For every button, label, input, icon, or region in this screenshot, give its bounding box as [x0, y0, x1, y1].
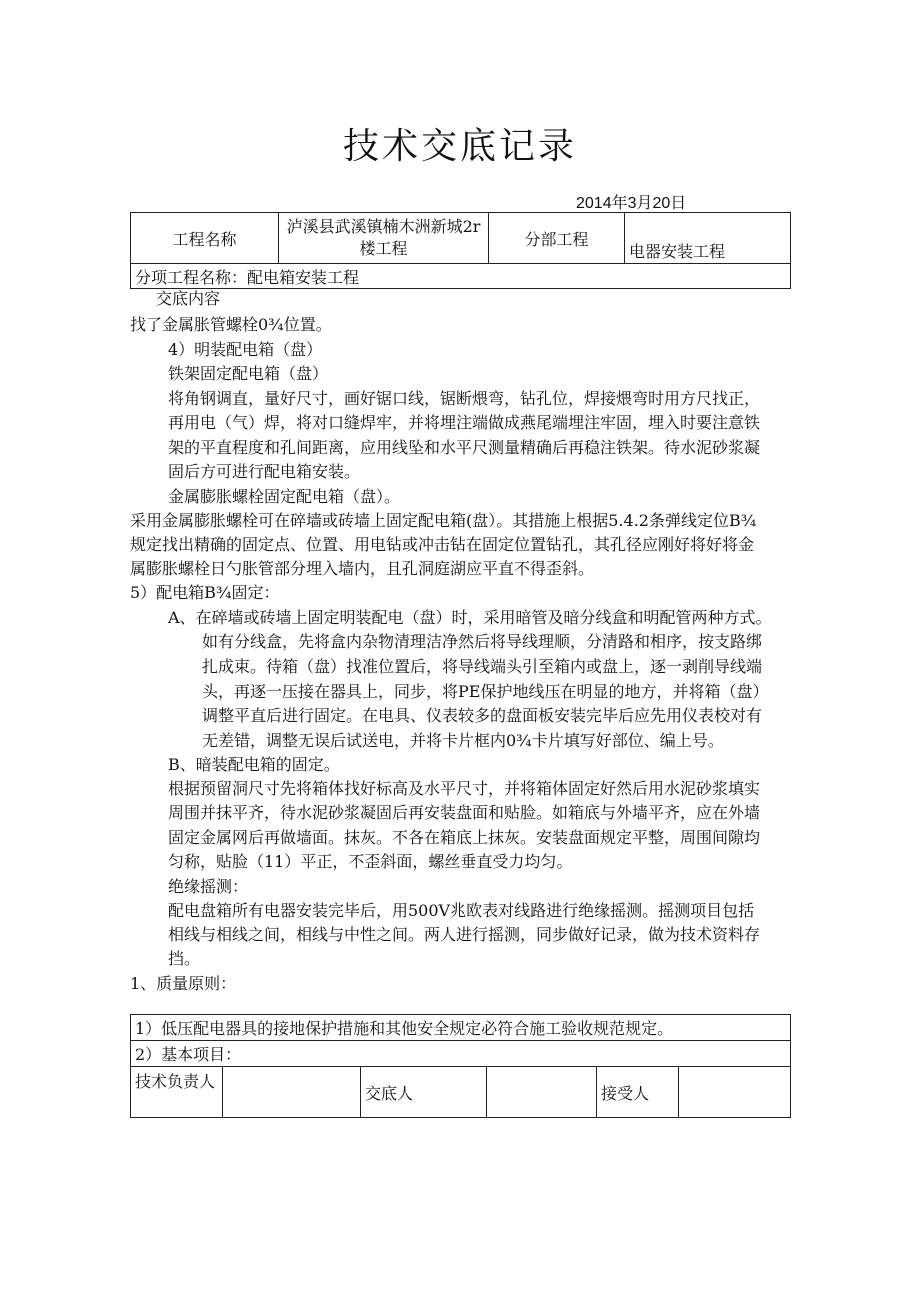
briefer-value[interactable] — [487, 1067, 597, 1118]
content-line: 找了金属胀管螺栓0¾位置。 — [130, 315, 332, 334]
subitem-name: 分项工程名称：配电箱安装工程 — [131, 264, 791, 289]
project-name-line2: 楼工程 — [359, 239, 408, 258]
tech-lead-value[interactable] — [223, 1067, 361, 1118]
header-table — [130, 212, 791, 289]
content-line: 周围并抹平齐，待水泥砂浆凝固后再安装盘面和贴脸。如箱底与外墙平齐，应在外墙 — [168, 803, 761, 822]
content-heading: 交底内容 — [156, 289, 221, 308]
content-line: 4）明装配电箱（盘） — [168, 340, 323, 359]
division-value: 电器安装工程 — [625, 213, 791, 264]
quality-row-1: 1）低压配电器具的接地保护措施和其他安全规定必符合施工验收规范规定。 — [131, 1015, 791, 1041]
tech-lead-label: 技术负责人 — [131, 1067, 223, 1118]
receiver-label: 接受人 — [597, 1067, 679, 1118]
content-line: 相线与相线之间，相线与中性之间。两人进行摇测，同步做好记录，做为技术资料存 — [168, 925, 761, 944]
quality-row-2: 2）基本项目： — [131, 1041, 791, 1067]
content-line: 配电盘箱所有电器安装完毕后，用500V兆欧表对线路进行绝缘摇测。摇测项目包括 — [168, 901, 755, 920]
record-date: 2014年3月20日 — [576, 195, 687, 212]
content-line: 调整平直后进行固定。在电具、仪表较多的盘面板安装完毕后应先用仪表校对有 — [202, 706, 763, 725]
content-line: 匀称，贴脸（11）平正，不歪斜面，螺丝垂直受力均匀。 — [168, 852, 573, 871]
content-line: 扎成束。待箱（盘）找准位置后，将导线端头引至箱内或盘上，逐一剥削导线端 — [202, 657, 763, 676]
content-line: 铁架固定配电箱（盘） — [168, 364, 329, 383]
division-label: 分部工程 — [489, 213, 625, 264]
project-name-label: 工程名称 — [131, 213, 279, 264]
content-line: 固后方可进行配电箱安装。 — [168, 462, 361, 481]
briefer-label: 交底人 — [361, 1067, 487, 1118]
content-line: 如有分线盒，先将盒内杂物清理洁净然后将导线理顺，分清路和相序，按支路绑 — [202, 632, 763, 651]
content-line: 属膨胀螺栓日勺胀管部分埋入墙内，且孔洞庭湖应平直不得歪斜。 — [130, 559, 595, 578]
receiver-value[interactable] — [679, 1067, 791, 1118]
content-line: 无差错，调整无误后试送电，并将卡片框内0¾卡片填写好部位、编上号。 — [202, 731, 724, 750]
content-line: 固定金属网后再做墙面。抹灰。不各在箱底上抹灰。安装盘面规定平整，周围间隙均 — [168, 828, 761, 847]
content-line: 挡。 — [168, 949, 201, 968]
content-line: 头，再逐一压接在器具上，同步，将PE保护地线压在明显的地方，并将箱（盘） — [202, 682, 769, 701]
content-line: A、在碎墙或砖墙上固定明装配电（盘）时，采用暗管及暗分线盒和明配管两种方式。 — [168, 608, 772, 627]
content-line: 根据预留洞尺寸先将箱体找好标高及水平尺寸，并将箱体固定好然后用水泥砂浆填实 — [168, 779, 761, 798]
content-line: 将角钢调直，量好尺寸，画好锯口线，锯断煨弯，钻孔位，焊接煨弯时用方尺找正， — [168, 389, 761, 408]
page-title: 技术交底记录 — [342, 126, 577, 167]
content-line: 5）配电箱B¾固定： — [130, 583, 280, 602]
content-line: 采用金属膨胀螺栓可在碎墙或砖墙上固定配电箱(盘）。其措施上根据5.4.2条弹线定位B¾ — [130, 511, 757, 530]
project-name-line1: 泸溪县武溪镇楠木洲新城2r — [286, 217, 481, 236]
content-line: 1、质量原则： — [130, 974, 237, 993]
content-line: 金属膨胀螺栓固定配电箱（盘）。 — [168, 487, 401, 506]
content-line: B、暗装配电箱的固定。 — [168, 755, 340, 774]
content-line: 再用电（气）焊，将对口缝焊牢，并将埋注端做成燕尾端埋注牢固，埋入时要注意铁 — [168, 413, 761, 432]
signature-table — [130, 1014, 791, 1118]
content-line: 绝缘摇测： — [168, 877, 249, 896]
content-line: 架的平直程度和孔间距离，应用线坠和水平尺测量精确后再稳注铁架。待水泥砂浆凝 — [168, 438, 761, 457]
project-name-value — [279, 213, 489, 264]
content-line: 规定找出精确的固定点、位置、用电钻或冲击钻在固定位置钻孔，其孔径应刚好将好将金 — [130, 535, 755, 554]
